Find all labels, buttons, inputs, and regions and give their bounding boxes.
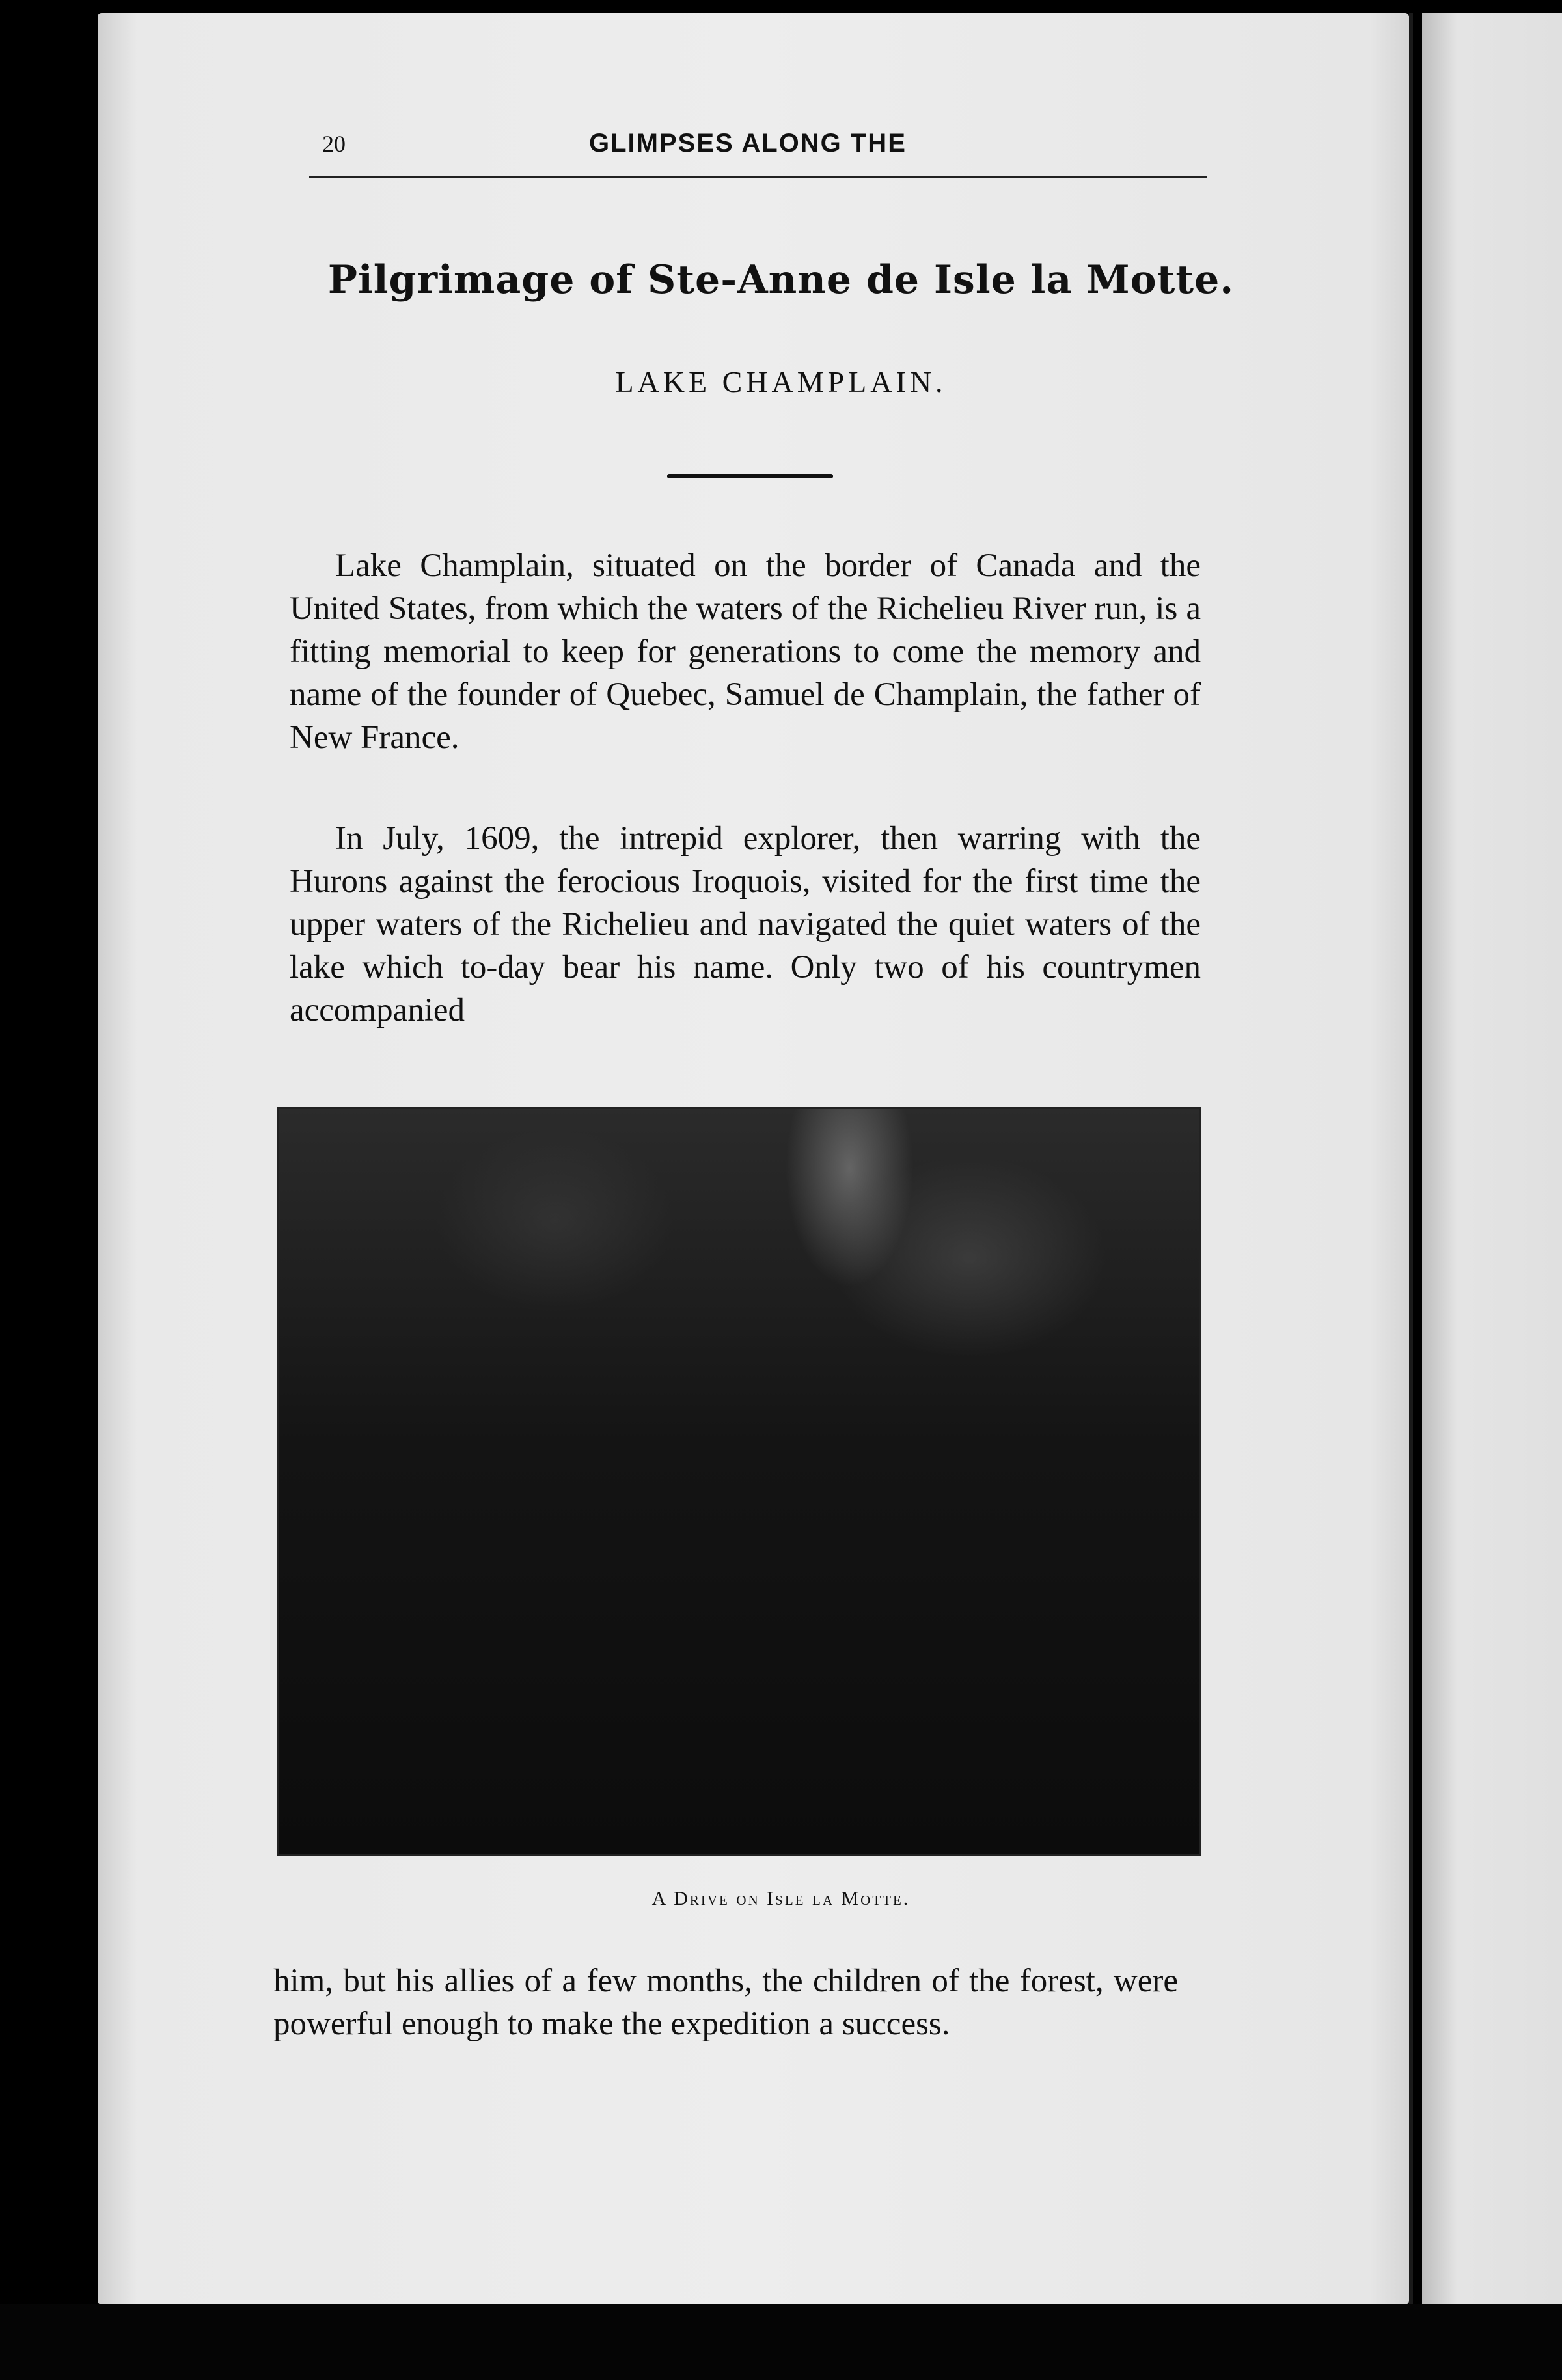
article-subtitle: LAKE CHAMPLAIN. xyxy=(615,365,947,398)
title-divider xyxy=(667,474,833,478)
adjacent-page-edge xyxy=(1422,13,1562,2304)
running-title: GLIMPSES ALONG THE xyxy=(589,129,907,158)
forest-road-photo xyxy=(277,1107,1201,1856)
running-head xyxy=(309,124,1207,178)
paragraph-2: In July, 1609, the intrepid explorer, then warring with the Hurons against the ferocious Iroquois, visited for the first time the upper waters of the Richelieu and navigated the quiet waters of the lake which to-day bear his name. Only two of his countrymen accompanied xyxy=(290,820,1201,1029)
paragraph-3: him, but his allies of a few months, the children of the forest, were powerful enough to make the expedition a success. xyxy=(273,1963,1178,2042)
book-spine xyxy=(1409,13,1413,2304)
page-number: 20 xyxy=(322,131,346,157)
paragraph-1: Lake Champlain, situated on the border of Canada and the United States, from which the waters of the Richelieu River run, is a fitting memorial to keep for generations to come the memory and name of the founder of Quebec, Samuel de Champlain, the father of New France. xyxy=(290,547,1201,756)
photo-caption: A Drive on Isle la Motte. xyxy=(651,1888,911,1909)
scan-border xyxy=(0,2304,1562,2380)
article-title: Pilgrimage of Ste-Anne de Isle la Motte. xyxy=(327,257,1235,303)
